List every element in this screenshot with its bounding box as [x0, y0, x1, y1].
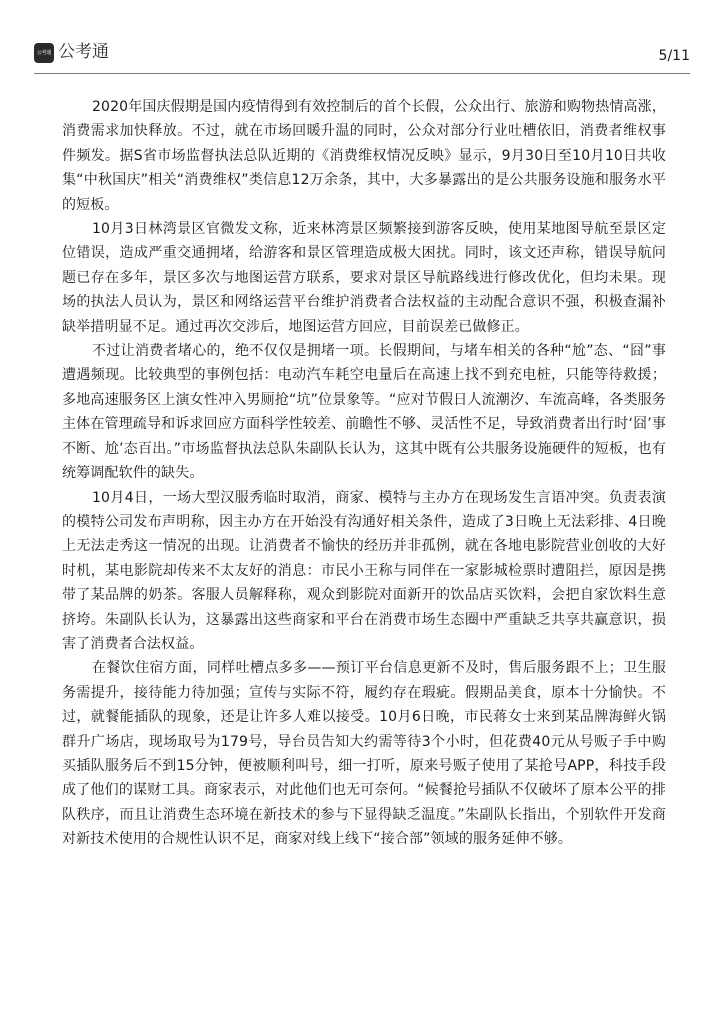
paragraph-5: 在餐饮住宿方面，同样吐槽点多多——预订平台信息更新不及时，售后服务跟不上；卫生服务需提升，接待能力待加强；宣传与实际不符，履约存在瑕疵。假期品美食，原本十分愉快。不过，就餐能插队的现象，还是让许多人难以接受。10月6日晚，市民蒋女士来到某品牌海鲜火锅群升广场店，现场取号为179号，导台员告知大约需等待3个小时，但花费40元从号贩子手中购买插队服务后不到15分钟，便被顺利叫号，细一打听，原来号贩子使用了某抢号APP，科技手段成了他们的谋财工具。商家表示，对此他们也无可奈何。“候餐抢号插队不仅破坏了原本公平的排队秩序，而且让消费生态环境在新技术的参与下显得缺乏温度。”朱副队长指出，个别软件开发商对新技术使用的合规性认识不足，商家对线上线下“接合部”领域的服务延伸不够。 [62, 660, 666, 848]
page-header [0, 0, 724, 76]
paragraph-2: 10月3日林湾景区官微发文称，近来林湾景区频繁接到游客反映，使用某地图导航至景区定位错误，造成严重交通拥堵，给游客和景区管理造成极大困扰。同时，该文还声称，错误导航问题已存在多年，景区多次与地图运营方联系，要求对景区导航路线进行修改优化，但均未果。现场的执法人员认为，景区和网络运营平台维护消费者合法权益的主动配合意识不强，积极查漏补缺举措明显不足。通过再次交涉后，地图运营方回应，目前误差已做修正。 [62, 221, 666, 335]
page-number: 5/11 [658, 48, 690, 64]
header-divider [34, 73, 690, 74]
paragraph-3: 不过让消费者堵心的，绝不仅仅是拥堵一项。长假期间，与堵车相关的各种“尬”态、“囧”事遭遇频现。比较典型的事例包括：电动汽车耗空电量后在高速上找不到充电桩，只能等待救援；多地高速服务区上演女性冲入男厕抢“坑”位景象等。“应对节假日人流潮汐、车流高峰，各类服务主体在管理疏导和诉求回应方面科学性较差、前瞻性不够、灵活性不足，导致消费者出行时‘囧’事不断、尬’态百出。”市场监督执法总队朱副队长认为，这其中既有公共服务设施硬件的短板，也有统筹调配软件的缺失。 [62, 343, 666, 482]
paragraph-1: 2020年国庆假期是国内疫情得到有效控制后的首个长假，公众出行、旅游和购物热情高涨，消费需求加快释放。不过，就在市场回暖升温的同时，公众对部分行业吐槽依旧，消费者维权事件频发。据S省市场监督执法总队近期的《消费维权情况反映》显示，9月30日至10月10日共收集“中秋国庆”相关“消费维权”类信息12万余条，其中，大多暴露出的是公共服务设施和服务水平的短板。 [62, 99, 666, 213]
document-body [62, 95, 666, 852]
brand-name: 公考通 [58, 42, 109, 62]
brand-logo-icon: 公考通 [34, 43, 54, 63]
paragraph-4: 10月4日，一场大型汉服秀临时取消，商家、模特与主办方在现场发生言语冲突。负责表演的模特公司发布声明称，因主办方在开始没有沟通好相关条件，造成了3日晚上无法彩排、4日晚上无法走秀这一情况的出现。让消费者不愉快的经历并非孤例，就在各地电影院营业创收的大好时机，某电影院却传来不太友好的消息：市民小王称与同伴在一家影城检票时遭阻拦，原因是携带了某品牌的奶茶。客服人员解释称，观众到影院对面新开的饮品店买饮料，会把自家饮料生意挤垮。朱副队长认为，这暴露出这些商家和平台在消费市场生态圈中严重缺乏共享共赢意识，损害了消费者合法权益。 [62, 489, 666, 652]
